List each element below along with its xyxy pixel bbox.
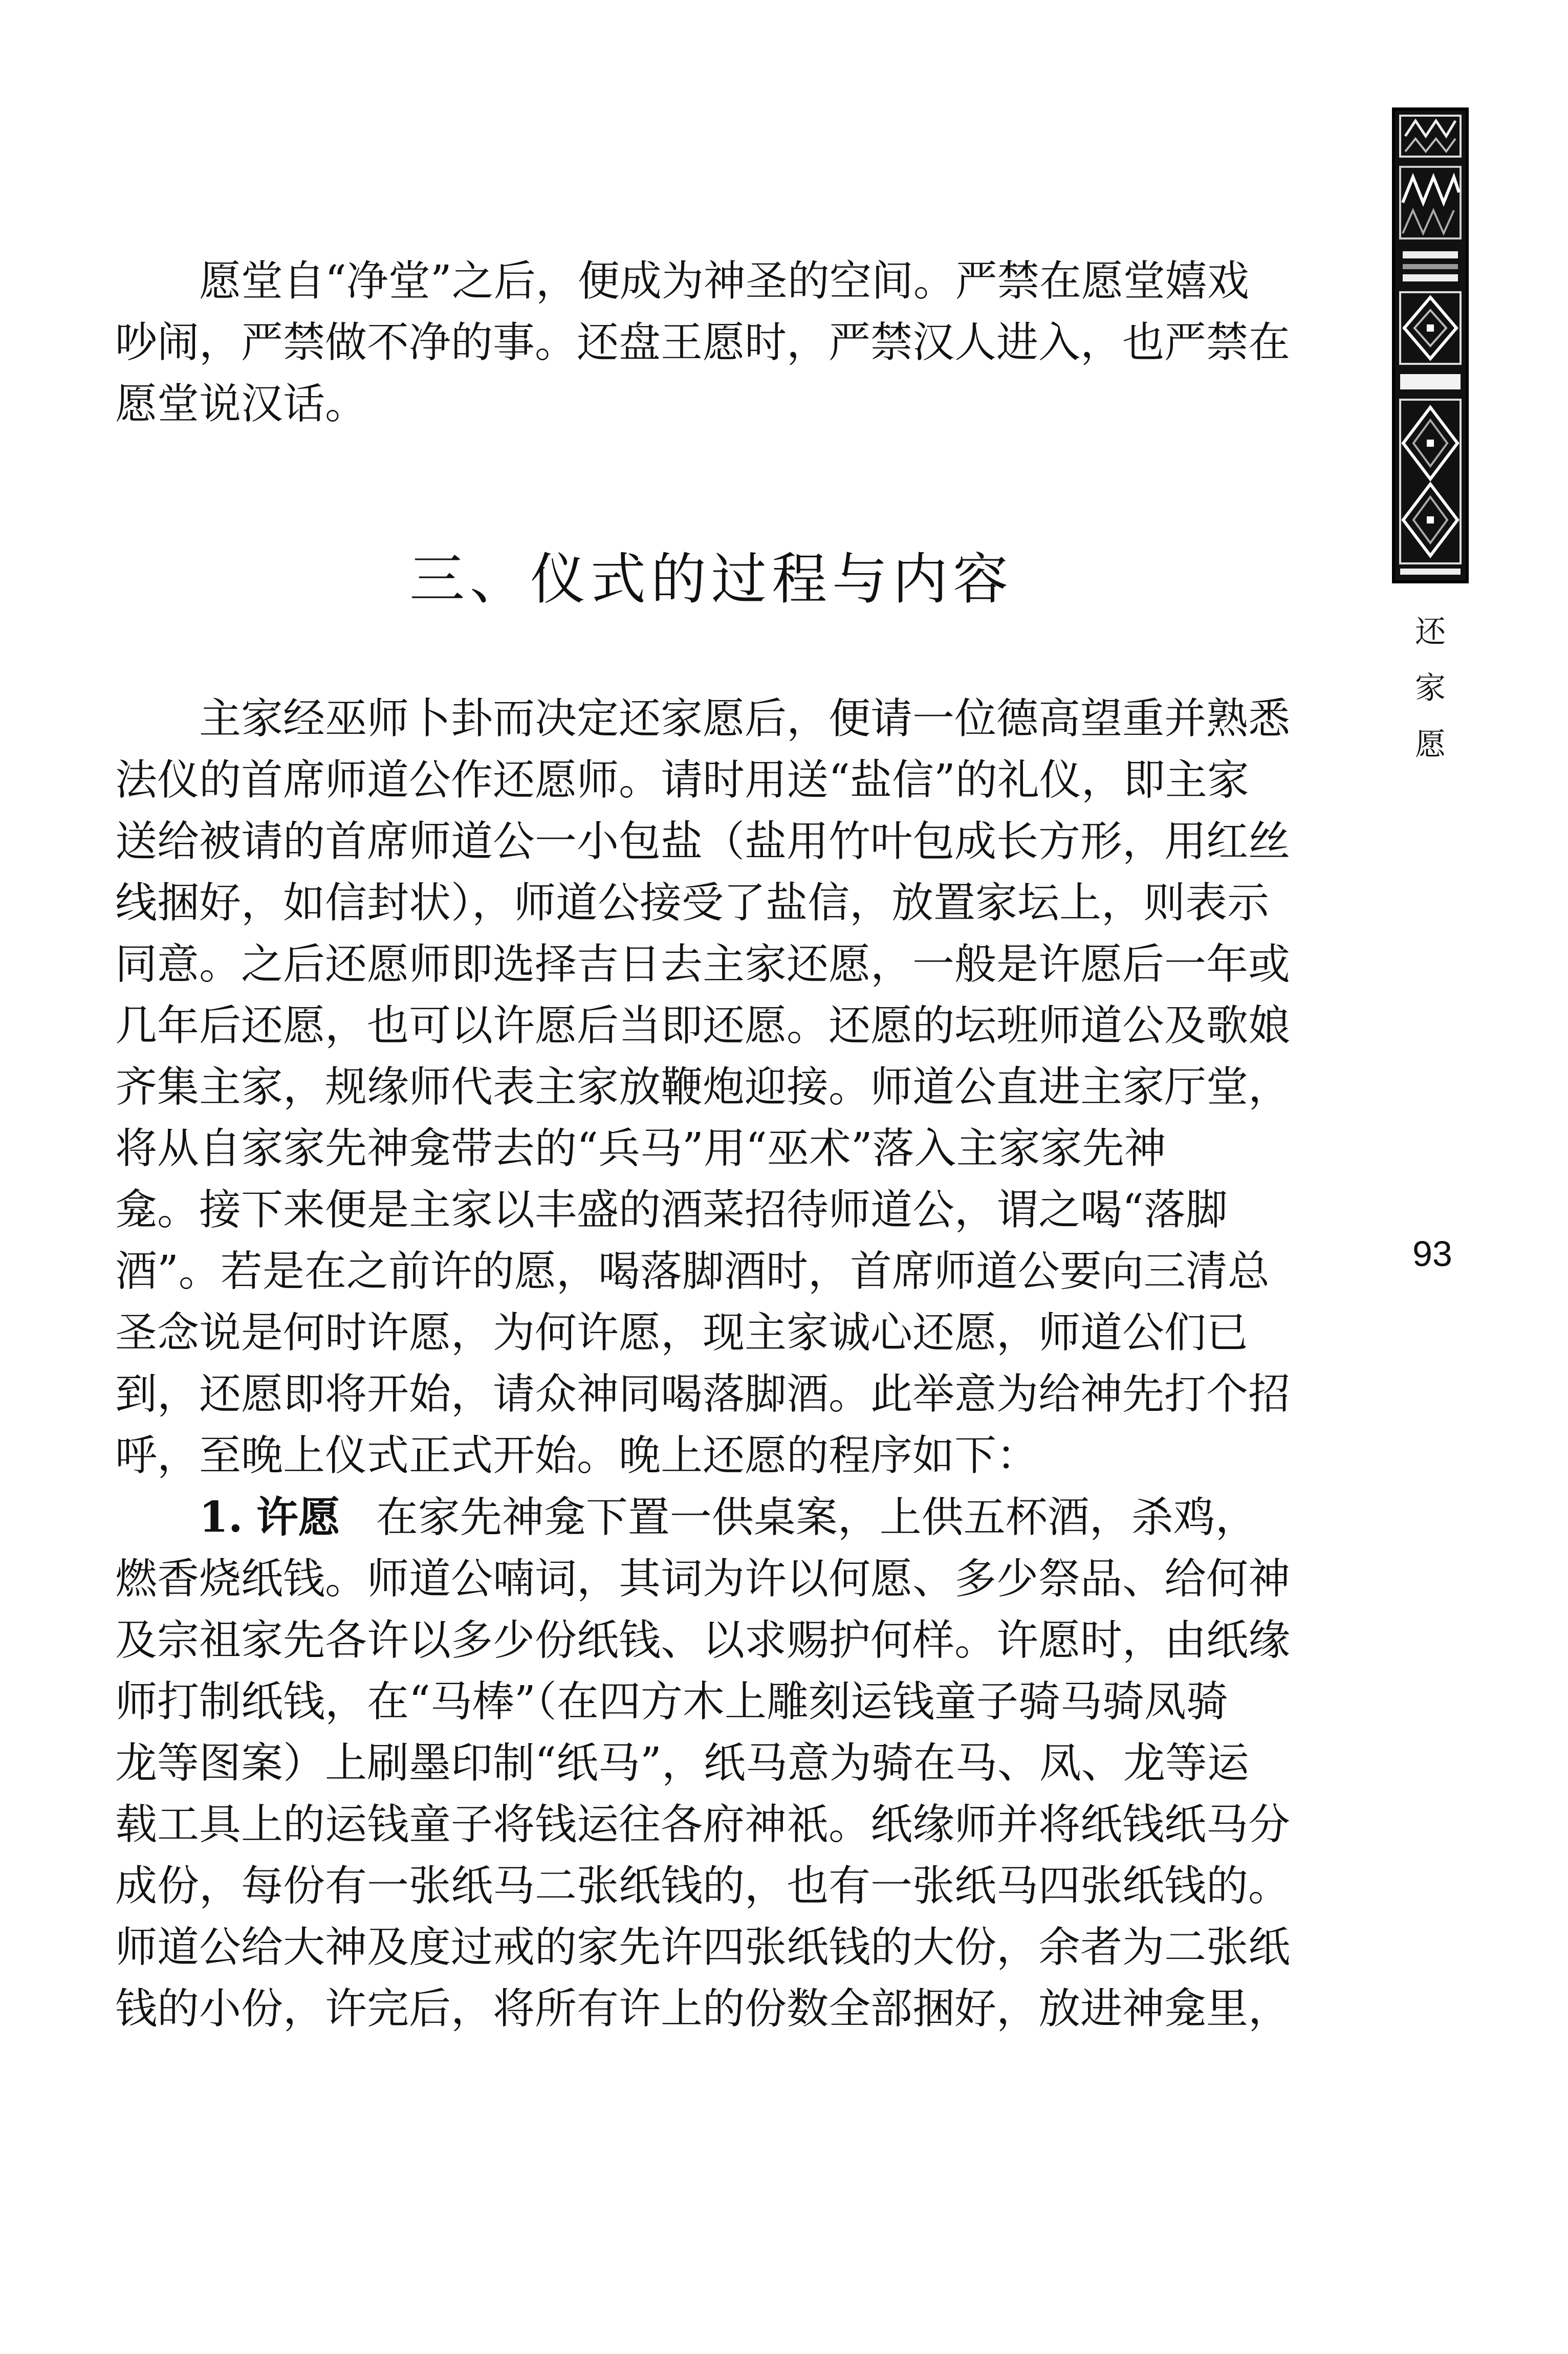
text-line: 同意。之后还愿师即选择吉日去主家还愿，一般是许愿后一年或 (115, 940, 1291, 989)
text-line: 送给被请的首席师道公一小包盐（盐用竹叶包成长方形，用红丝 (115, 817, 1291, 866)
paragraph-1 (115, 251, 1308, 435)
page-number: 93 (1412, 1234, 1452, 1274)
text-line: 龛。接下来便是主家以丰盛的酒菜招待师道公，谓之喝“落脚 (115, 1186, 1228, 1234)
running-section-title (1405, 604, 1456, 773)
decorative-pattern-banner (1392, 107, 1469, 583)
text-line: 钱的小份，许完后，将所有许上的份数全部捆好，放进神龛里， (115, 1985, 1291, 2033)
text-line: 燃香烧纸钱。师道公喃词，其词为许以何愿、多少祭品、给何神 (115, 1555, 1291, 1603)
list-item-1 (115, 1487, 1308, 2040)
text-line: 师打制纸钱，在“马棒”（在四方木上雕刻运钱童子骑马骑凤骑 (115, 1677, 1228, 1726)
text-line: 及宗祖家先各许以多少份纸钱、以求赐护何样。许愿时，由纸缘 (115, 1616, 1291, 1665)
side-title-char: 还 (1415, 614, 1446, 650)
text-line: 成份，每份有一张纸马二张纸钱的，也有一张纸马四张纸钱的。 (115, 1862, 1291, 1910)
list-item-title: 许愿 (256, 1493, 340, 1542)
paragraph-2-text (115, 688, 1308, 1487)
text-line: 几年后还愿，也可以许愿后当即还愿。还愿的坛班师道公及歌娘 (115, 1001, 1291, 1050)
text-line: 法仪的首席师道公作还愿师。请时用送“盐信”的礼仪，即主家 (115, 756, 1249, 804)
list-item-1-first-line (115, 1487, 1308, 1549)
paragraph-2 (115, 688, 1308, 2040)
paragraph-1-text (115, 251, 1308, 435)
text-line: 线捆好，如信封状），师道公接受了盐信，放置家坛上，则表示 (115, 879, 1270, 927)
text-line: 齐集主家，规缘师代表主家放鞭炮迎接。师道公直进主家厅堂， (115, 1063, 1291, 1111)
side-title-char: 愿 (1415, 727, 1446, 762)
section-heading: 三、仪式的过程与内容 (409, 548, 1013, 612)
list-item-number: 1. (199, 1493, 243, 1542)
text-line: 师道公给大神及度过戒的家先许四张纸钱的大份，余者为二张纸 (115, 1923, 1291, 1972)
text-line: 龙等图案）上刷墨印制“纸马”，纸马意为骑在马、凤、龙等运 (115, 1739, 1249, 1788)
text-line: 圣念说是何时许愿，为何许愿，现主家诚心还愿，师道公们已 (115, 1309, 1249, 1357)
text-line: 主家经巫师卜卦而决定还家愿后，便请一位德高望重并熟悉 (199, 694, 1291, 743)
list-item-text: 在家先神龛下置一供桌案，上供五杯酒，杀鸡， (376, 1493, 1257, 1542)
text-line: 将从自家家先神龛带去的“兵马”用“巫术”落入主家家先神 (115, 1124, 1166, 1173)
text-line: 愿堂说汉话。 (115, 380, 367, 428)
text-line: 吵闹，严禁做不净的事。还盘王愿时，严禁汉人进入，也严禁在 (115, 318, 1291, 367)
text-line: 呼，至晚上仪式正式开始。晚上还愿的程序如下： (115, 1431, 1039, 1480)
side-title-char: 家 (1415, 670, 1446, 706)
text-line: 到，还愿即将开始，请众神同喝落脚酒。此举意为给神先打个招 (115, 1370, 1291, 1419)
text-line: 酒”。若是在之前许的愿，喝落脚酒时，首席师道公要向三清总 (115, 1247, 1270, 1296)
text-line: 愿堂自“净堂”之后，便成为神圣的空间。严禁在愿堂嬉戏 (199, 257, 1249, 306)
embroidery-pattern-icon (1395, 111, 1466, 580)
text-line: 载工具上的运钱童子将钱运往各府神祇。纸缘师并将纸钱纸马分 (115, 1800, 1291, 1849)
